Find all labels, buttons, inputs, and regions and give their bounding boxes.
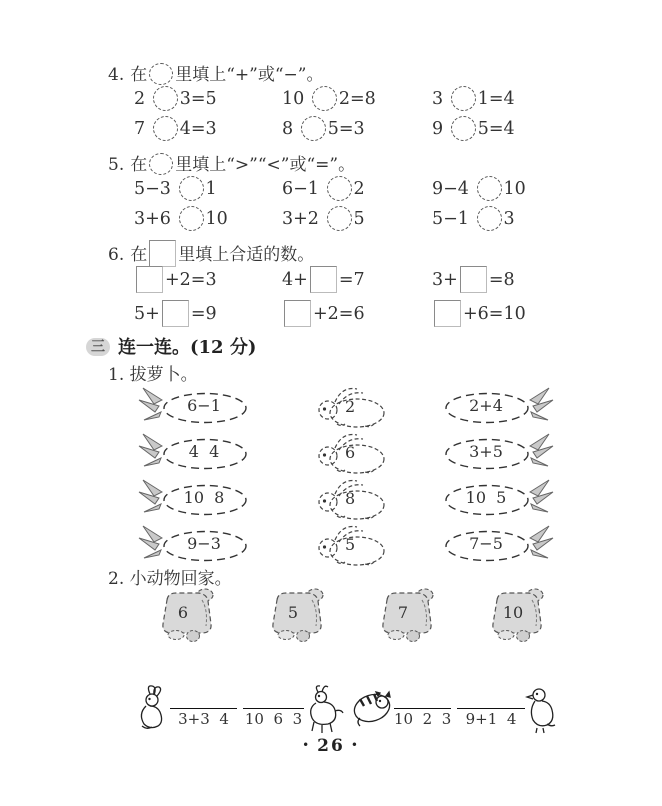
equation: +2=3 (134, 266, 282, 293)
question-number: 4. (108, 65, 125, 85)
rabbit-number: 6 (345, 443, 356, 462)
equation: 3+2 5 (282, 206, 432, 231)
walk-line (170, 708, 237, 728)
answer-circle[interactable] (149, 153, 173, 175)
answer-circle[interactable] (149, 63, 173, 85)
equation: 10 2=8 (282, 86, 432, 111)
carrot-card[interactable] (138, 523, 250, 567)
equation: 2 3=5 (134, 86, 282, 111)
title-text: 在 (130, 155, 148, 175)
house-number: 5 (287, 603, 299, 622)
answer-box[interactable] (460, 266, 487, 293)
section-badge: 三 (86, 338, 110, 356)
rabbit-card[interactable] (315, 476, 389, 522)
carrot-card[interactable] (442, 385, 554, 429)
house-card[interactable] (485, 586, 549, 644)
carrot-expression: 2+4 (469, 396, 503, 415)
answer-circle[interactable] (451, 116, 476, 141)
walk-expression: 3+3 4 (178, 710, 229, 728)
q6-equation-row (134, 266, 604, 293)
task-2-label: 2. 小动物回家。 (108, 569, 232, 589)
rabbit-number: 5 (345, 535, 356, 554)
house-card[interactable] (375, 586, 439, 644)
equation: 5+ =9 (134, 300, 282, 327)
animal-item[interactable] (243, 684, 344, 740)
rabbit-icon (136, 684, 170, 736)
tiger-icon (350, 684, 394, 736)
animal-walk-row (136, 684, 566, 740)
q6-equation-row (134, 300, 604, 327)
title-text: 里填上合适的数。 (178, 245, 315, 265)
equation: 6−1 2 (282, 176, 432, 201)
carrot-expression: 9−3 (187, 534, 221, 553)
answer-circle[interactable] (301, 116, 326, 141)
equation: 5−1 3 (432, 206, 604, 231)
question-4-title (108, 60, 324, 85)
carrot-expression: 4 4 (188, 442, 220, 461)
answer-box[interactable] (310, 266, 337, 293)
walk-line (457, 708, 525, 728)
rabbit-card[interactable] (315, 430, 389, 476)
page-number-dot: • (350, 738, 360, 752)
answer-circle[interactable] (327, 176, 352, 201)
walk-line (394, 708, 451, 728)
q4-equation-row (134, 116, 604, 141)
equation: 3 1=4 (432, 86, 604, 111)
walk-expression: 9+1 4 (465, 710, 517, 728)
carrot-expression: 10 8 (183, 488, 225, 507)
goat-icon (304, 684, 344, 740)
answer-box[interactable] (162, 300, 189, 327)
carrot-card[interactable] (138, 477, 250, 521)
equation: +2=6 (282, 300, 432, 327)
section-title: 连一连。(12 分) (118, 337, 257, 358)
rabbit-card[interactable] (315, 384, 389, 430)
answer-circle[interactable] (451, 86, 476, 111)
duck-icon (525, 684, 557, 738)
title-text: 在 (130, 65, 148, 85)
equation: 8 5=3 (282, 116, 432, 141)
equation: 3+ =8 (432, 266, 604, 293)
rabbit-card[interactable] (315, 522, 389, 568)
answer-box[interactable] (284, 300, 311, 327)
section-3-header (86, 333, 256, 359)
house-card[interactable] (265, 586, 329, 644)
answer-box[interactable] (136, 266, 163, 293)
carrot-expression: 10 5 (465, 488, 507, 507)
carrot-card[interactable] (138, 431, 250, 475)
animal-item[interactable] (457, 684, 558, 740)
walk-expression: 10 6 3 (244, 710, 303, 728)
equation: 5−3 1 (134, 176, 282, 201)
equation: 3+6 10 (134, 206, 282, 231)
q4-equation-row (134, 86, 604, 111)
carrot-card[interactable] (442, 431, 554, 475)
carrot-card[interactable] (138, 385, 250, 429)
title-text: 在 (130, 245, 148, 265)
carrot-expression: 3+5 (469, 442, 503, 461)
carrot-rabbit-match-grid (138, 384, 566, 568)
question-number: 5. (108, 155, 125, 175)
house-number: 7 (397, 603, 409, 622)
equation: +6=10 (432, 300, 604, 327)
question-6-title (108, 240, 314, 267)
title-text: 里填上“+”或“−”。 (175, 65, 324, 85)
walk-expression: 10 2 3 (394, 710, 452, 728)
rabbit-number: 2 (345, 397, 356, 416)
rabbit-number: 8 (345, 489, 356, 508)
page-number: • 26 • (0, 736, 662, 756)
answer-circle[interactable] (477, 176, 502, 201)
equation: 9 5=4 (432, 116, 604, 141)
carrot-card[interactable] (442, 523, 554, 567)
page-number-dot: • (302, 738, 312, 752)
title-text: 里填上“>”“<”或“=”。 (175, 155, 356, 175)
carrot-card[interactable] (442, 477, 554, 521)
answer-circle[interactable] (312, 86, 337, 111)
house-card[interactable] (155, 586, 219, 644)
carrot-expression: 6−1 (187, 396, 221, 415)
walk-line (243, 708, 304, 728)
answer-circle[interactable] (477, 206, 502, 231)
equation: 7 4=3 (134, 116, 282, 141)
question-number: 6. (108, 245, 125, 265)
answer-circle[interactable] (179, 206, 204, 231)
q5-equation-row (134, 176, 604, 201)
question-5-title (108, 150, 355, 175)
equation: 9−4 10 (432, 176, 604, 201)
answer-circle[interactable] (153, 86, 178, 111)
answer-circle[interactable] (179, 176, 204, 201)
task-1-label: 1. 拔萝卜。 (108, 365, 198, 385)
house-row (155, 586, 549, 644)
answer-box[interactable] (149, 240, 176, 267)
carrot-expression: 7−5 (469, 534, 503, 553)
house-number: 6 (177, 603, 189, 622)
answer-box[interactable] (434, 300, 461, 327)
equation: 4+ =7 (282, 266, 432, 293)
answer-circle[interactable] (153, 116, 178, 141)
house-number: 10 (502, 603, 524, 622)
q5-equation-row (134, 206, 604, 231)
animal-item[interactable] (136, 684, 237, 740)
animal-item[interactable] (350, 684, 451, 740)
answer-circle[interactable] (327, 206, 352, 231)
